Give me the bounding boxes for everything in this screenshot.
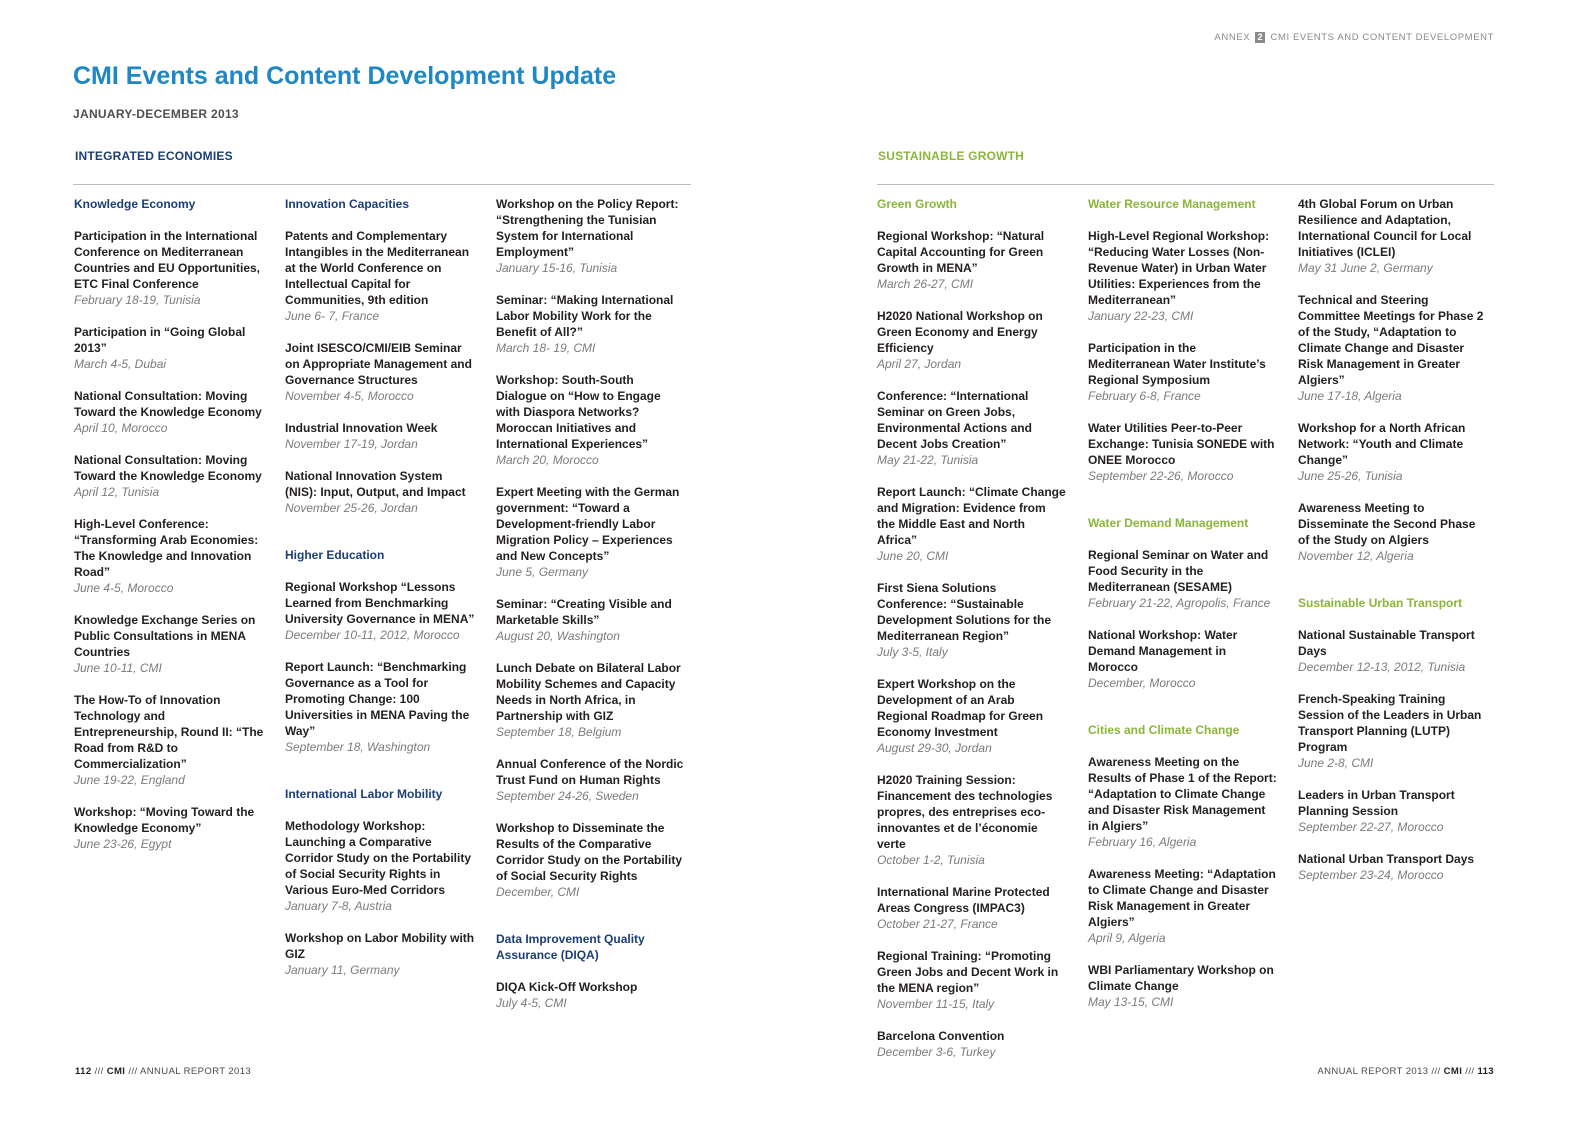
event-item	[285, 579, 475, 643]
event-date-location: June 20, CMI	[877, 549, 949, 563]
event-date-location: November 12, Algeria	[1298, 549, 1414, 563]
event-date-location: June 4-5, Morocco	[74, 581, 174, 595]
event-item	[496, 292, 686, 356]
category-heading: International Labor Mobility	[285, 787, 443, 801]
event-title: High-Level Regional Workshop: “Reducing Water Losses (Non-Revenue Water) in Urban Water Utilities: Experiences from the Mediterranean”	[1088, 229, 1270, 307]
footer-report-title-right: ANNUAL REPORT 2013	[1317, 1066, 1429, 1077]
event-title: Joint ISESCO/CMI/EIB Seminar on Appropriate Management and Governance Structures	[285, 341, 472, 387]
event-date-location: June 23-26, Egypt	[74, 837, 172, 851]
event-item	[285, 228, 475, 324]
event-item	[1298, 851, 1488, 883]
event-title: National Innovation System (NIS): Input, Output, and Impact	[285, 469, 466, 499]
event-date-location: May 21-22, Tunisia	[877, 453, 979, 467]
event-date-location: April 12, Tunisia	[74, 485, 160, 499]
column-5	[1088, 196, 1278, 1026]
event-date-location: March 18- 19, CMI	[496, 341, 596, 355]
event-item	[496, 484, 686, 580]
event-date-location: September 18, Washington	[285, 740, 431, 754]
event-title: Regional Workshop “Lessons Learned from Benchmarking University Governance in MENA”	[285, 580, 475, 626]
event-item	[1088, 754, 1278, 850]
event-item	[74, 804, 264, 852]
event-title: Methodology Workshop: Launching a Comparative Corridor Study on the Portability of Social Security Rights in Various Euro-Med Corridors	[285, 819, 472, 897]
event-title: Regional Workshop: “Natural Capital Accounting for Green Growth in MENA”	[877, 229, 1045, 275]
footer-brand-left: CMI	[106, 1066, 126, 1077]
category-heading: Knowledge Economy	[74, 197, 196, 211]
event-item	[74, 388, 264, 436]
event-item	[496, 196, 686, 276]
event-date-location: July 3-5, Italy	[877, 645, 948, 659]
event-title: DIQA Kick-Off Workshop	[496, 980, 638, 994]
page-number-right: 113	[1477, 1066, 1494, 1077]
footer-left	[75, 1066, 251, 1077]
event-item	[1088, 627, 1278, 691]
event-item	[877, 772, 1067, 868]
event-item	[496, 660, 686, 740]
event-title: Industrial Innovation Week	[285, 421, 438, 435]
event-title: Annual Conference of the Nordic Trust Fund on Human Rights	[496, 757, 684, 787]
event-title: Technical and Steering Committee Meetings for Phase 2 of the Study, “Adaptation to Climate Change and Disaster Risk Management in Greater Algiers”	[1298, 293, 1484, 387]
event-title: High-Level Conference: “Transforming Arab Economies: The Knowledge and Innovation Road”	[74, 517, 259, 579]
event-item	[496, 820, 686, 900]
section-divider-right	[877, 184, 1494, 185]
event-title: First Siena Solutions Conference: “Sustainable Development Solutions for the Mediterranean Region”	[877, 581, 1052, 643]
annex-title: CMI EVENTS AND CONTENT DEVELOPMENT	[1270, 32, 1494, 43]
event-title: Regional Training: “Promoting Green Jobs and Decent Work in the MENA region”	[877, 949, 1059, 995]
event-title: Participation in the International Conference on Mediterranean Countries and EU Opportunities, ETC Final Conference	[74, 229, 261, 291]
event-title: The How-To of Innovation Technology and Entrepreneurship, Round II: “The Road from R&D to Commercialization”	[74, 693, 264, 771]
event-date-location: November 25-26, Jordan	[285, 501, 418, 515]
event-title: Knowledge Exchange Series on Public Consultations in MENA Countries	[74, 613, 256, 659]
event-title: Seminar: “Creating Visible and Marketable Skills”	[496, 597, 672, 627]
event-title: French-Speaking Training Session of the Leaders in Urban Transport Planning (LUTP) Program	[1298, 692, 1482, 754]
section-title-sustainable-growth: SUSTAINABLE GROWTH	[878, 149, 1025, 163]
event-item	[877, 676, 1067, 756]
event-item	[877, 308, 1067, 372]
event-title: 4th Global Forum on Urban Resilience and Adaptation, International Council for Local Initiatives (ICLEI)	[1298, 197, 1472, 259]
event-item	[74, 516, 264, 596]
event-date-location: June 19-22, England	[74, 773, 185, 787]
event-item	[74, 228, 264, 308]
event-date-location: June 5, Germany	[496, 565, 589, 579]
event-date-location: January 22-23, CMI	[1088, 309, 1194, 323]
event-title: Expert Workshop on the Development of an Arab Regional Roadmap for Green Economy Investment	[877, 677, 1044, 739]
event-item	[1088, 962, 1278, 1010]
event-item	[1298, 292, 1488, 404]
event-title: Regional Seminar on Water and Food Security in the Mediterranean (SESAME)	[1088, 548, 1269, 594]
event-date-location: September 23-24, Morocco	[1298, 868, 1444, 882]
event-date-location: August 20, Washington	[496, 629, 620, 643]
event-date-location: June 25-26, Tunisia	[1298, 469, 1403, 483]
event-item	[74, 452, 264, 500]
event-title: Awareness Meeting: “Adaptation to Climate Change and Disaster Risk Management in Greater Algiers”	[1088, 867, 1276, 929]
category-heading: Cities and Climate Change	[1088, 723, 1240, 737]
event-date-location: March 26-27, CMI	[877, 277, 974, 291]
column-4	[877, 196, 1067, 1076]
event-title: Barcelona Convention	[877, 1029, 1005, 1043]
event-title: H2020 National Workshop on Green Economy and Energy Efficiency	[877, 309, 1043, 355]
column-3	[496, 196, 686, 1027]
event-item	[496, 596, 686, 644]
event-item	[285, 818, 475, 914]
footer-separator: ///	[1428, 1066, 1444, 1077]
event-date-location: July 4-5, CMI	[496, 996, 567, 1010]
event-date-location: April 9, Algeria	[1088, 931, 1166, 945]
running-header	[1214, 32, 1494, 43]
event-item	[1088, 866, 1278, 946]
event-title: Awareness Meeting on the Results of Phase 1 of the Report: “Adaptation to Climate Change and Disaster Risk Management in Algiers”	[1088, 755, 1277, 833]
event-item	[1298, 787, 1488, 835]
page-title: CMI Events and Content Development Update	[73, 62, 617, 90]
event-item	[1298, 420, 1488, 484]
event-item	[496, 756, 686, 804]
event-title: Awareness Meeting to Disseminate the Second Phase of the Study on Algiers	[1298, 501, 1476, 547]
event-title: National Workshop: Water Demand Management in Morocco	[1088, 628, 1238, 674]
section-divider-left	[73, 184, 691, 185]
event-title: Patents and Complementary Intangibles in the Mediterranean at the World Conference on Intellectual Capital for Communities, 9th edition	[285, 229, 470, 307]
footer-separator: ///	[91, 1066, 107, 1077]
event-date-location: November 11-15, Italy	[877, 997, 995, 1011]
event-date-location: June 10-11, CMI	[74, 661, 162, 675]
event-item	[1088, 420, 1278, 484]
event-date-location: December 12-13, 2012, Tunisia	[1298, 660, 1466, 674]
section-title-integrated-economies: INTEGRATED ECONOMIES	[75, 149, 233, 163]
event-title: Participation in “Going Global 2013”	[74, 325, 246, 355]
annex-number: 2	[1257, 32, 1264, 43]
event-item	[877, 948, 1067, 1012]
event-item	[1298, 500, 1488, 564]
event-date-location: September 18, Belgium	[496, 725, 622, 739]
event-date-location: December, CMI	[496, 885, 580, 899]
column-6	[1298, 196, 1488, 899]
event-date-location: May 31 June 2, Germany	[1298, 261, 1433, 275]
event-date-location: June 6- 7, France	[285, 309, 380, 323]
event-date-location: September 22-27, Morocco	[1298, 820, 1444, 834]
event-date-location: May 13-15, CMI	[1088, 995, 1174, 1009]
event-date-location: November 4-5, Morocco	[285, 389, 414, 403]
event-title: Lunch Debate on Bilateral Labor Mobility Schemes and Capacity Needs in North Africa, in Partnership with GIZ	[496, 661, 681, 723]
event-title: WBI Parliamentary Workshop on Climate Change	[1088, 963, 1274, 993]
event-title: National Sustainable Transport Days	[1298, 628, 1475, 658]
event-item	[877, 484, 1067, 564]
event-item	[1298, 691, 1488, 771]
event-item	[877, 228, 1067, 292]
event-title: Seminar: “Making International Labor Mobility Work for the Benefit of All?”	[496, 293, 674, 339]
event-date-location: January 7-8, Austria	[285, 899, 392, 913]
event-date-location: February 16, Algeria	[1088, 835, 1197, 849]
event-title: Expert Meeting with the German government: “Toward a Development-friendly Labor Migration Policy – Experiences and New Concepts”	[496, 485, 680, 563]
event-item	[496, 372, 686, 468]
event-item	[1298, 196, 1488, 276]
event-item	[1088, 340, 1278, 404]
event-item	[877, 884, 1067, 932]
event-item	[496, 979, 686, 1011]
event-item	[877, 388, 1067, 468]
event-title: Participation in the Mediterranean Water Institute’s Regional Symposium	[1088, 341, 1266, 387]
event-item	[285, 468, 475, 516]
event-date-location: January 11, Germany	[285, 963, 400, 977]
footer-brand-right: CMI	[1443, 1066, 1463, 1077]
category-heading: Green Growth	[877, 197, 958, 211]
event-date-location: October 21-27, France	[877, 917, 998, 931]
event-date-location: February 18-19, Tunisia	[74, 293, 201, 307]
event-title: National Consultation: Moving Toward the Knowledge Economy	[74, 453, 262, 483]
footer-right	[1317, 1066, 1494, 1077]
event-item	[285, 420, 475, 452]
category-heading: Water Resource Management	[1088, 197, 1256, 211]
event-date-location: April 27, Jordan	[877, 357, 962, 371]
footer-separator: ///	[1462, 1066, 1478, 1077]
event-title: Report Launch: “Benchmarking Governance as a Tool for Promoting Change: 100 Universities in MENA Paving the Way”	[285, 660, 470, 738]
event-title: National Consultation: Moving Toward the Knowledge Economy	[74, 389, 262, 419]
page-subtitle: JANUARY-DECEMBER 2013	[73, 107, 239, 121]
event-title: Workshop for a North African Network: “Youth and Climate Change”	[1298, 421, 1466, 467]
event-item	[285, 340, 475, 404]
event-date-location: November 17-19, Jordan	[285, 437, 418, 451]
category-heading: Water Demand Management	[1088, 516, 1249, 530]
event-item	[877, 1028, 1067, 1060]
footer-separator: ///	[125, 1066, 141, 1077]
event-date-location: June 17-18, Algeria	[1298, 389, 1402, 403]
event-item	[1088, 228, 1278, 324]
event-date-location: June 2-8, CMI	[1298, 756, 1374, 770]
annex-label: ANNEX	[1214, 32, 1251, 43]
event-date-location: March 20, Morocco	[496, 453, 599, 467]
category-heading: Innovation Capacities	[285, 197, 410, 211]
category-heading: Data Improvement Quality Assurance (DIQA)	[496, 932, 645, 962]
event-item	[1298, 627, 1488, 675]
page-number-left: 112	[75, 1066, 92, 1077]
event-title: H2020 Training Session: Financement des technologies propres, des entreprises eco-innovantes et de l’économie verte	[877, 773, 1053, 851]
category-heading: Higher Education	[285, 548, 385, 562]
event-title: Conference: “International Seminar on Green Jobs, Environmental Actions and Decent Jobs Creation”	[877, 389, 1032, 451]
event-date-location: September 22-26, Morocco	[1088, 469, 1234, 483]
event-title: Water Utilities Peer-to-Peer Exchange: Tunisia SONEDE with ONEE Morocco	[1088, 421, 1275, 467]
event-item	[285, 659, 475, 755]
event-date-location: April 10, Morocco	[74, 421, 168, 435]
event-date-location: February 6-8, France	[1088, 389, 1201, 403]
event-title: Workshop to Disseminate the Results of the Comparative Corridor Study on the Portability of Social Security Rights	[496, 821, 683, 883]
event-date-location: December 3-6, Turkey	[877, 1045, 996, 1059]
event-date-location: January 15-16, Tunisia	[496, 261, 618, 275]
event-title: Report Launch: “Climate Change and Migration: Evidence from the Middle East and North Africa”	[877, 485, 1066, 547]
event-item	[74, 612, 264, 676]
event-title: Workshop on the Policy Report: “Strengthening the Tunisian System for International Employment”	[496, 197, 679, 259]
event-title: Leaders in Urban Transport Planning Session	[1298, 788, 1455, 818]
event-title: National Urban Transport Days	[1298, 852, 1475, 866]
event-date-location: September 24-26, Sweden	[496, 789, 639, 803]
event-date-location: February 21-22, Agropolis, France	[1088, 596, 1271, 610]
event-item	[1088, 547, 1278, 611]
event-title: Workshop: “Moving Toward the Knowledge Economy”	[74, 805, 255, 835]
event-date-location: October 1-2, Tunisia	[877, 853, 985, 867]
event-title: Workshop on Labor Mobility with GIZ	[285, 931, 475, 961]
event-date-location: December, Morocco	[1088, 676, 1196, 690]
event-title: Workshop: South-South Dialogue on “How to Engage with Diaspora Networks? Moroccan Initiatives and International Experiences”	[496, 373, 661, 451]
footer-report-title-left: ANNUAL REPORT 2013	[140, 1066, 252, 1077]
column-2	[285, 196, 475, 994]
event-date-location: August 29-30, Jordan	[877, 741, 992, 755]
event-date-location: March 4-5, Dubai	[74, 357, 167, 371]
category-heading: Sustainable Urban Transport	[1298, 596, 1463, 610]
event-item	[74, 692, 264, 788]
event-item	[74, 324, 264, 372]
column-1	[74, 196, 264, 868]
event-title: International Marine Protected Areas Congress (IMPAC3)	[877, 885, 1050, 915]
event-item	[877, 580, 1067, 660]
event-item	[285, 930, 475, 978]
event-date-location: December 10-11, 2012, Morocco	[285, 628, 460, 642]
